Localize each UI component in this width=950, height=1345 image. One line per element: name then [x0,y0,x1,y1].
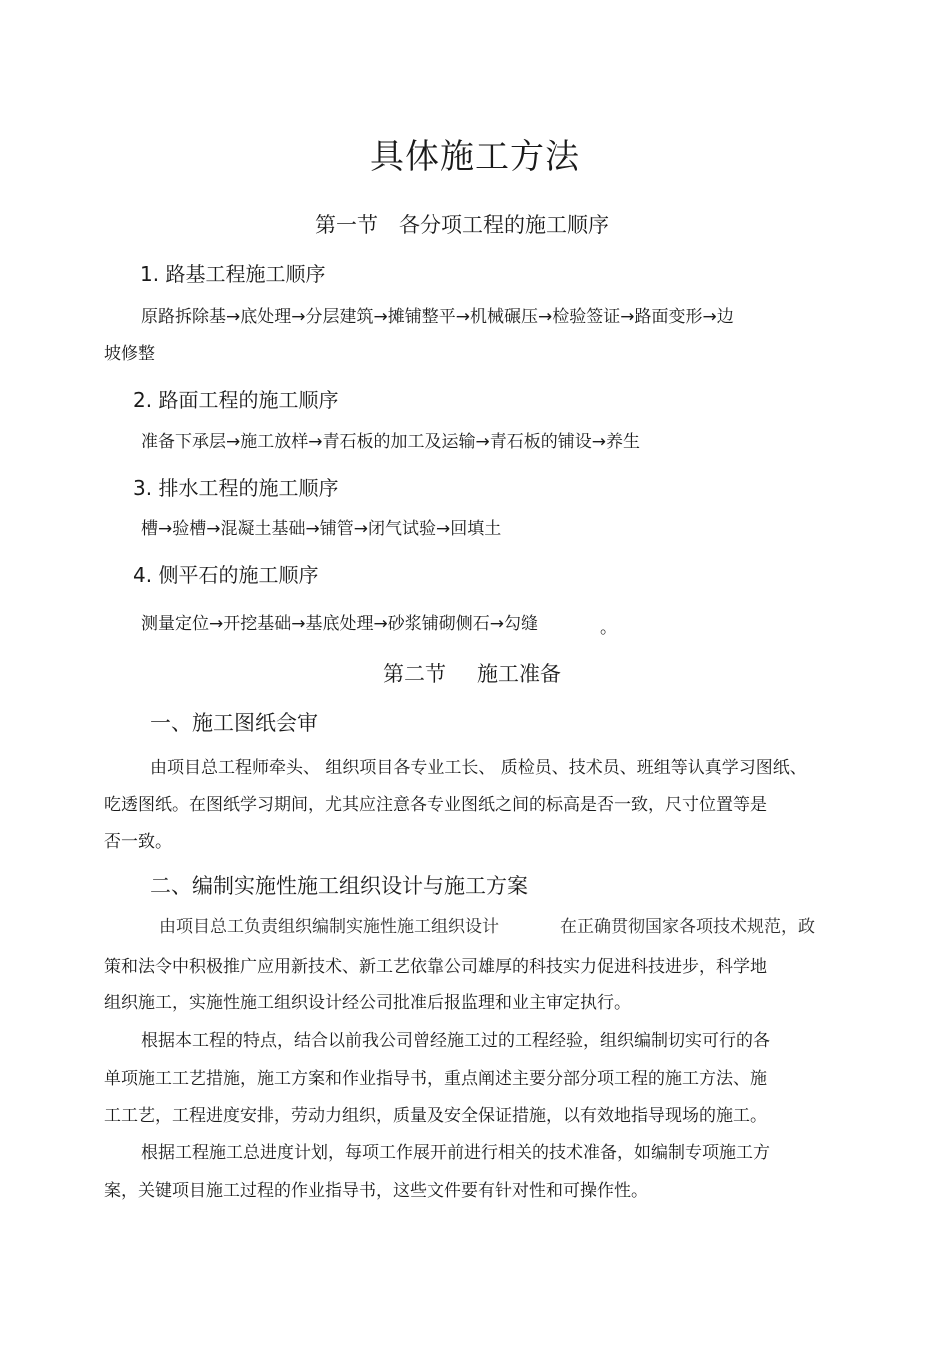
subsection-1-line-3: 否一致。 [104,832,172,852]
section-1-label: 第一节 [315,213,378,237]
item-3-heading: 3. 排水工程的施工顺序 [133,476,339,500]
item-4-line-1: 测量定位→开挖基础→基底处理→砂浆铺砌侧石→勾缝 [141,614,538,634]
page-title: 具体施工方法 [370,137,580,177]
subsection-2-p1-line-3: 组织施工，实施性施工组织设计经公司批准后报监理和业主审定执行。 [104,993,631,1013]
section-1-title: 各分项工程的施工顺序 [399,213,609,237]
subsection-2-p3-line-2: 案，关键项目施工过程的作业指导书，这些文件要有针对性和可操作性。 [104,1181,648,1201]
section-2-title: 施工准备 [477,662,561,686]
subsection-1-line-2: 吃透图纸。在图纸学习期间，尤其应注意各专业图纸之间的标高是否一致，尺寸位置等是 [104,795,767,815]
subsection-1-heading: 一、施工图纸会审 [150,711,318,735]
subsection-2-p1-line-2: 策和法令中积极推广应用新技术、新工艺依靠公司雄厚的科技实力促进科技进步，科学地 [104,957,767,977]
item-3-line-1: 槽→验槽→混凝土基础→铺管→闭气试验→回填土 [141,519,502,539]
subsection-1-line-1: 由项目总工程师牵头、 组织项目各专业工长、 质检员、技术员、班组等认真学习图纸、 [150,758,807,778]
subsection-2-p1-line-1a: 由项目总工负责组织编制实施性施工组织设计 [159,917,499,937]
subsection-2-p2-line-3: 工工艺，工程进度安排，劳动力组织，质量及安全保证措施，以有效地指导现场的施工。 [104,1106,767,1126]
item-4-heading: 4. 侧平石的施工顺序 [133,563,319,587]
subsection-2-p2-line-1: 根据本工程的特点，结合以前我公司曾经施工过的工程经验，组织编制切实可行的各 [141,1031,770,1051]
section-2-label: 第二节 [383,662,446,686]
subsection-2-p3-line-1: 根据工程施工总进度计划，每项工作展开前进行相关的技术准备，如编制专项施工方 [141,1143,770,1163]
item-2-line-1: 准备下承层→施工放样→青石板的加工及运输→青石板的铺设→养生 [141,432,640,452]
item-2-heading: 2. 路面工程的施工顺序 [133,388,339,412]
subsection-2-p1-line-1b: 在正确贯彻国家各项技术规范，政 [560,917,815,937]
item-1-heading: 1. 路基工程施工顺序 [140,262,326,286]
item-1-line-1: 原路拆除基→底处理→分层建筑→摊铺整平→机械碾压→检验签证→路面变形→边 [141,307,734,327]
item-1-line-2: 坡修整 [104,344,155,364]
item-4-period: 。 [600,618,617,638]
subsection-2-heading: 二、编制实施性施工组织设计与施工方案 [150,874,528,898]
subsection-2-p2-line-2: 单项施工工艺措施，施工方案和作业指导书，重点阐述主要分部分项工程的施工方法、施 [104,1069,767,1089]
